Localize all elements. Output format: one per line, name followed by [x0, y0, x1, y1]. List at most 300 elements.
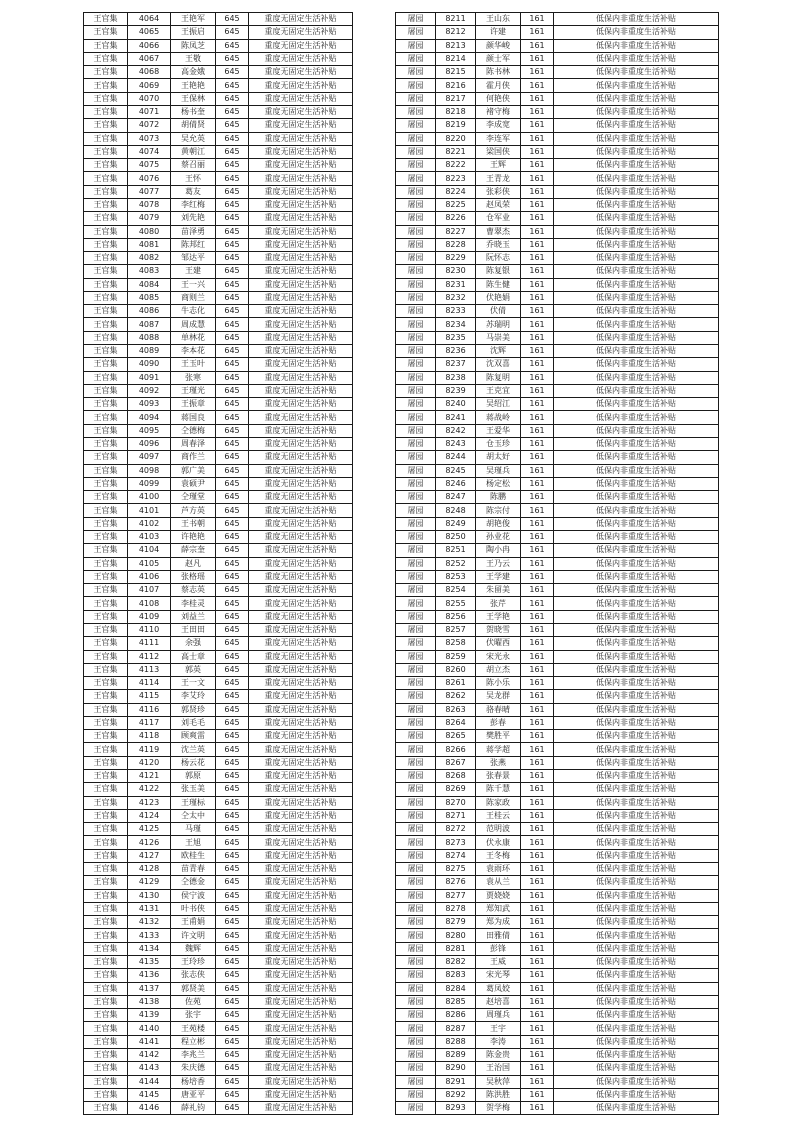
place-cell: 屠园 — [396, 185, 436, 198]
amount-cell: 645 — [216, 889, 249, 902]
place-cell: 王官集 — [84, 198, 128, 211]
subsidy-cell: 重度无固定生活补贴 — [249, 743, 353, 756]
amount-cell: 645 — [216, 716, 249, 729]
amount-cell: 645 — [216, 623, 249, 636]
table-row — [84, 39, 353, 52]
name-cell: 单林花 — [171, 331, 216, 344]
place-cell: 王官集 — [84, 623, 128, 636]
subsidy-cell: 重度无固定生活补贴 — [249, 756, 353, 769]
id-cell: 4109 — [128, 610, 171, 623]
subsidy-cell: 重度无固定生活补贴 — [249, 238, 353, 251]
amount-cell: 161 — [521, 331, 554, 344]
id-cell: 8281 — [436, 942, 476, 955]
place-cell: 王官集 — [84, 26, 128, 39]
id-cell: 4097 — [128, 451, 171, 464]
name-cell: 吴绍江 — [476, 398, 521, 411]
subsidy-cell: 低保内非重度生活补贴 — [554, 424, 719, 437]
table-row — [84, 1062, 353, 1075]
table-row — [84, 690, 353, 703]
id-cell: 4137 — [128, 982, 171, 995]
name-cell: 胡立杰 — [476, 663, 521, 676]
subsidy-cell: 重度无固定生活补贴 — [249, 252, 353, 265]
place-cell: 屠园 — [396, 225, 436, 238]
subsidy-cell: 重度无固定生活补贴 — [249, 105, 353, 118]
amount-cell: 645 — [216, 876, 249, 889]
amount-cell: 161 — [521, 916, 554, 929]
name-cell: 王克宜 — [476, 384, 521, 397]
subsidy-cell: 低保内非重度生活补贴 — [554, 39, 719, 52]
place-cell: 屠园 — [396, 730, 436, 743]
id-cell: 4103 — [128, 530, 171, 543]
place-cell: 王官集 — [84, 318, 128, 331]
subsidy-cell: 低保内非重度生活补贴 — [554, 477, 719, 490]
name-cell: 李兆兰 — [171, 1048, 216, 1061]
name-cell: 王振启 — [171, 26, 216, 39]
subsidy-cell: 重度无固定生活补贴 — [249, 570, 353, 583]
id-cell: 8266 — [436, 743, 476, 756]
table-row — [84, 1075, 353, 1088]
subsidy-cell: 低保内非重度生活补贴 — [554, 451, 719, 464]
id-cell: 8280 — [436, 929, 476, 942]
id-cell: 8230 — [436, 265, 476, 278]
name-cell: 张燕 — [476, 756, 521, 769]
table-row — [396, 172, 719, 185]
subsidy-cell: 重度无固定生活补贴 — [249, 876, 353, 889]
table-row — [396, 1075, 719, 1088]
subsidy-cell: 重度无固定生活补贴 — [249, 305, 353, 318]
id-cell: 4080 — [128, 225, 171, 238]
id-cell: 8264 — [436, 716, 476, 729]
place-cell: 屠园 — [396, 623, 436, 636]
id-cell: 8239 — [436, 384, 476, 397]
place-cell: 王官集 — [84, 39, 128, 52]
id-cell: 4064 — [128, 13, 171, 26]
id-cell: 8216 — [436, 79, 476, 92]
name-cell: 杨书奎 — [171, 105, 216, 118]
id-cell: 4142 — [128, 1048, 171, 1061]
table-row — [396, 597, 719, 610]
name-cell: 高士章 — [171, 650, 216, 663]
subsidy-cell: 低保内非重度生活补贴 — [554, 26, 719, 39]
id-cell: 8286 — [436, 1009, 476, 1022]
table-row — [84, 836, 353, 849]
amount-cell: 645 — [216, 438, 249, 451]
place-cell: 屠园 — [396, 504, 436, 517]
place-cell: 屠园 — [396, 105, 436, 118]
id-cell: 4106 — [128, 570, 171, 583]
table-row — [84, 52, 353, 65]
name-cell: 仝德梅 — [171, 424, 216, 437]
id-cell: 8223 — [436, 172, 476, 185]
id-cell: 8222 — [436, 159, 476, 172]
id-cell: 4140 — [128, 1022, 171, 1035]
table-row — [84, 318, 353, 331]
amount-cell: 161 — [521, 929, 554, 942]
name-cell: 商则兰 — [171, 291, 216, 304]
amount-cell: 645 — [216, 703, 249, 716]
place-cell: 王官集 — [84, 52, 128, 65]
place-cell: 屠园 — [396, 796, 436, 809]
subsidy-cell: 重度无固定生活补贴 — [249, 955, 353, 968]
id-cell: 4088 — [128, 331, 171, 344]
name-cell: 欧桂生 — [171, 849, 216, 862]
table-row — [84, 159, 353, 172]
name-cell: 郭英 — [171, 663, 216, 676]
table-row — [84, 597, 353, 610]
amount-cell: 645 — [216, 291, 249, 304]
table-row — [396, 265, 719, 278]
amount-cell: 645 — [216, 13, 249, 26]
table-row — [396, 690, 719, 703]
subsidy-cell: 重度无固定生活补贴 — [249, 464, 353, 477]
subsidy-cell: 重度无固定生活补贴 — [249, 318, 353, 331]
table-row — [84, 438, 353, 451]
subsidy-cell: 低保内非重度生活补贴 — [554, 52, 719, 65]
table-row — [396, 424, 719, 437]
amount-cell: 645 — [216, 942, 249, 955]
table-row — [84, 371, 353, 384]
place-cell: 王官集 — [84, 982, 128, 995]
place-cell: 屠园 — [396, 92, 436, 105]
place-cell: 王官集 — [84, 278, 128, 291]
amount-cell: 645 — [216, 783, 249, 796]
subsidy-cell: 重度无固定生活补贴 — [249, 770, 353, 783]
place-cell: 王官集 — [84, 225, 128, 238]
amount-cell: 645 — [216, 278, 249, 291]
subsidy-cell: 重度无固定生活补贴 — [249, 451, 353, 464]
id-cell: 8289 — [436, 1048, 476, 1061]
subsidy-cell: 重度无固定生活补贴 — [249, 491, 353, 504]
amount-cell: 161 — [521, 39, 554, 52]
name-cell: 宋光琴 — [476, 969, 521, 982]
place-cell: 屠园 — [396, 783, 436, 796]
amount-cell: 645 — [216, 796, 249, 809]
amount-cell: 161 — [521, 411, 554, 424]
subsidy-cell: 重度无固定生活补贴 — [249, 849, 353, 862]
name-cell: 田雅倩 — [476, 929, 521, 942]
subsidy-cell: 低保内非重度生活补贴 — [554, 1088, 719, 1101]
name-cell: 仝瑾堂 — [171, 491, 216, 504]
id-cell: 4094 — [128, 411, 171, 424]
name-cell: 邹达平 — [171, 252, 216, 265]
amount-cell: 161 — [521, 305, 554, 318]
amount-cell: 645 — [216, 955, 249, 968]
amount-cell: 645 — [216, 105, 249, 118]
name-cell: 吴允英 — [171, 132, 216, 145]
amount-cell: 645 — [216, 345, 249, 358]
place-cell: 屠园 — [396, 995, 436, 1008]
name-cell: 李红梅 — [171, 198, 216, 211]
name-cell: 张宇 — [171, 1009, 216, 1022]
place-cell: 屠园 — [396, 1022, 436, 1035]
id-cell: 4070 — [128, 92, 171, 105]
amount-cell: 645 — [216, 451, 249, 464]
amount-cell: 161 — [521, 836, 554, 849]
id-cell: 4098 — [128, 464, 171, 477]
id-cell: 8291 — [436, 1075, 476, 1088]
amount-cell: 161 — [521, 52, 554, 65]
id-cell: 4086 — [128, 305, 171, 318]
table-row — [84, 623, 353, 636]
place-cell: 王官集 — [84, 743, 128, 756]
table-row — [84, 517, 353, 530]
name-cell: 周春泽 — [171, 438, 216, 451]
amount-cell: 161 — [521, 504, 554, 517]
id-cell: 8276 — [436, 876, 476, 889]
table-row — [84, 929, 353, 942]
subsidy-cell: 低保内非重度生活补贴 — [554, 743, 719, 756]
name-cell: 程立彬 — [171, 1035, 216, 1048]
subsidy-cell: 重度无固定生活补贴 — [249, 969, 353, 982]
amount-cell: 161 — [521, 995, 554, 1008]
subsidy-cell: 重度无固定生活补贴 — [249, 610, 353, 623]
table-row — [84, 1022, 353, 1035]
table-row — [396, 929, 719, 942]
name-cell: 王山东 — [476, 13, 521, 26]
name-cell: 王怀 — [171, 172, 216, 185]
subsidy-cell: 重度无固定生活补贴 — [249, 212, 353, 225]
table-row — [84, 876, 353, 889]
place-cell: 屠园 — [396, 1102, 436, 1115]
name-cell: 王旭 — [171, 836, 216, 849]
id-cell: 4077 — [128, 185, 171, 198]
id-cell: 8263 — [436, 703, 476, 716]
amount-cell: 645 — [216, 1088, 249, 1101]
amount-cell: 645 — [216, 597, 249, 610]
amount-cell: 645 — [216, 995, 249, 1008]
table-row — [84, 504, 353, 517]
id-cell: 4089 — [128, 345, 171, 358]
id-cell: 8261 — [436, 677, 476, 690]
id-cell: 8274 — [436, 849, 476, 862]
place-cell: 屠园 — [396, 358, 436, 371]
subsidy-cell: 低保内非重度生活补贴 — [554, 1075, 719, 1088]
id-cell: 4139 — [128, 1009, 171, 1022]
name-cell: 朱留美 — [476, 584, 521, 597]
name-cell: 王乃云 — [476, 557, 521, 570]
amount-cell: 645 — [216, 79, 249, 92]
name-cell: 仝德金 — [171, 876, 216, 889]
name-cell: 李本花 — [171, 345, 216, 358]
place-cell: 屠园 — [396, 477, 436, 490]
table-row — [84, 119, 353, 132]
amount-cell: 161 — [521, 982, 554, 995]
name-cell: 李成宽 — [476, 119, 521, 132]
name-cell: 赵凤荣 — [476, 198, 521, 211]
id-cell: 8247 — [436, 491, 476, 504]
table-row — [396, 371, 719, 384]
place-cell: 王官集 — [84, 464, 128, 477]
subsidy-cell: 低保内非重度生活补贴 — [554, 995, 719, 1008]
subsidy-cell: 重度无固定生活补贴 — [249, 159, 353, 172]
amount-cell: 645 — [216, 119, 249, 132]
amount-cell: 645 — [216, 172, 249, 185]
id-cell: 4136 — [128, 969, 171, 982]
place-cell: 王官集 — [84, 716, 128, 729]
id-cell: 8244 — [436, 451, 476, 464]
place-cell: 王官集 — [84, 185, 128, 198]
place-cell: 屠园 — [396, 331, 436, 344]
subsidy-cell: 低保内非重度生活补贴 — [554, 291, 719, 304]
name-cell: 仓玉珍 — [476, 438, 521, 451]
table-row — [396, 198, 719, 211]
id-cell: 4145 — [128, 1088, 171, 1101]
amount-cell: 645 — [216, 849, 249, 862]
id-cell: 4134 — [128, 942, 171, 955]
name-cell: 王瑾光 — [171, 384, 216, 397]
place-cell: 王官集 — [84, 849, 128, 862]
place-cell: 屠园 — [396, 716, 436, 729]
amount-cell: 645 — [216, 743, 249, 756]
name-cell: 王瑾标 — [171, 796, 216, 809]
name-cell: 李桂灵 — [171, 597, 216, 610]
amount-cell: 645 — [216, 530, 249, 543]
id-cell: 8283 — [436, 969, 476, 982]
table-row — [84, 66, 353, 79]
id-cell: 8267 — [436, 756, 476, 769]
subsidy-cell: 重度无固定生活补贴 — [249, 66, 353, 79]
amount-cell: 645 — [216, 424, 249, 437]
table-row — [396, 185, 719, 198]
id-cell: 4076 — [128, 172, 171, 185]
table-row — [84, 849, 353, 862]
amount-cell: 645 — [216, 92, 249, 105]
table-row — [396, 291, 719, 304]
table-row — [396, 544, 719, 557]
name-cell: 陈洪胜 — [476, 1088, 521, 1101]
place-cell: 王官集 — [84, 398, 128, 411]
amount-cell: 645 — [216, 52, 249, 65]
id-cell: 4124 — [128, 809, 171, 822]
subsidy-cell: 重度无固定生活补贴 — [249, 411, 353, 424]
amount-cell: 645 — [216, 557, 249, 570]
amount-cell: 161 — [521, 809, 554, 822]
table-row — [84, 756, 353, 769]
id-cell: 4141 — [128, 1035, 171, 1048]
name-cell: 陈书林 — [476, 66, 521, 79]
subsidy-table-right — [395, 12, 719, 1115]
id-cell: 4104 — [128, 544, 171, 557]
id-cell: 4092 — [128, 384, 171, 397]
subsidy-cell: 低保内非重度生活补贴 — [554, 876, 719, 889]
name-cell: 周瑾兵 — [476, 1009, 521, 1022]
subsidy-cell: 低保内非重度生活补贴 — [554, 119, 719, 132]
id-cell: 8268 — [436, 770, 476, 783]
place-cell: 王官集 — [84, 929, 128, 942]
subsidy-cell: 低保内非重度生活补贴 — [554, 836, 719, 849]
table-row — [84, 252, 353, 265]
amount-cell: 645 — [216, 1102, 249, 1115]
name-cell: 吴秋萍 — [476, 1075, 521, 1088]
subsidy-cell: 重度无固定生活补贴 — [249, 1075, 353, 1088]
name-cell: 彭春 — [476, 716, 521, 729]
amount-cell: 161 — [521, 132, 554, 145]
amount-cell: 645 — [216, 517, 249, 530]
amount-cell: 161 — [521, 623, 554, 636]
amount-cell: 161 — [521, 969, 554, 982]
name-cell: 郭贤珍 — [171, 703, 216, 716]
amount-cell: 645 — [216, 969, 249, 982]
amount-cell: 161 — [521, 876, 554, 889]
table-row — [396, 1009, 719, 1022]
id-cell: 4126 — [128, 836, 171, 849]
id-cell: 4113 — [128, 663, 171, 676]
name-cell: 王玲珍 — [171, 955, 216, 968]
subsidy-cell: 重度无固定生活补贴 — [249, 809, 353, 822]
subsidy-cell: 重度无固定生活补贴 — [249, 783, 353, 796]
table-row — [84, 544, 353, 557]
amount-cell: 161 — [521, 198, 554, 211]
subsidy-cell: 低保内非重度生活补贴 — [554, 570, 719, 583]
name-cell: 王威 — [476, 955, 521, 968]
amount-cell: 161 — [521, 1009, 554, 1022]
subsidy-cell: 低保内非重度生活补贴 — [554, 1009, 719, 1022]
name-cell: 褚守梅 — [476, 105, 521, 118]
place-cell: 屠园 — [396, 464, 436, 477]
table-row — [396, 783, 719, 796]
place-cell: 王官集 — [84, 1062, 128, 1075]
table-row — [84, 185, 353, 198]
name-cell: 颜士军 — [476, 52, 521, 65]
table-row — [396, 491, 719, 504]
name-cell: 牛志化 — [171, 305, 216, 318]
amount-cell: 161 — [521, 889, 554, 902]
name-cell: 赵培喜 — [476, 995, 521, 1008]
subsidy-cell: 低保内非重度生活补贴 — [554, 610, 719, 623]
subsidy-cell: 低保内非重度生活补贴 — [554, 716, 719, 729]
place-cell: 屠园 — [396, 265, 436, 278]
table-row — [396, 823, 719, 836]
subsidy-cell: 低保内非重度生活补贴 — [554, 464, 719, 477]
subsidy-cell: 低保内非重度生活补贴 — [554, 517, 719, 530]
subsidy-cell: 重度无固定生活补贴 — [249, 597, 353, 610]
table-row — [84, 265, 353, 278]
place-cell: 王官集 — [84, 889, 128, 902]
id-cell: 8227 — [436, 225, 476, 238]
table-row — [396, 902, 719, 915]
name-cell: 王冬梅 — [476, 849, 521, 862]
place-cell: 屠园 — [396, 291, 436, 304]
name-cell: 张格瑶 — [171, 570, 216, 583]
name-cell: 陈复银 — [476, 265, 521, 278]
amount-cell: 161 — [521, 384, 554, 397]
id-cell: 4071 — [128, 105, 171, 118]
id-cell: 4090 — [128, 358, 171, 371]
subsidy-cell: 低保内非重度生活补贴 — [554, 584, 719, 597]
place-cell: 王官集 — [84, 424, 128, 437]
subsidy-cell: 低保内非重度生活补贴 — [554, 730, 719, 743]
id-cell: 4123 — [128, 796, 171, 809]
table-row — [84, 345, 353, 358]
name-cell: 王保林 — [171, 92, 216, 105]
name-cell: 叶书侠 — [171, 902, 216, 915]
place-cell: 王官集 — [84, 384, 128, 397]
subsidy-cell: 重度无固定生活补贴 — [249, 39, 353, 52]
place-cell: 王官集 — [84, 902, 128, 915]
amount-cell: 161 — [521, 265, 554, 278]
table-row — [396, 145, 719, 158]
id-cell: 8256 — [436, 610, 476, 623]
name-cell: 吴龙群 — [476, 690, 521, 703]
name-cell: 马瑾 — [171, 823, 216, 836]
subsidy-cell: 低保内非重度生活补贴 — [554, 770, 719, 783]
subsidy-cell: 低保内非重度生活补贴 — [554, 345, 719, 358]
subsidy-cell: 低保内非重度生活补贴 — [554, 809, 719, 822]
place-cell: 屠园 — [396, 212, 436, 225]
name-cell: 贾娆娆 — [476, 889, 521, 902]
subsidy-cell: 重度无固定生活补贴 — [249, 1088, 353, 1101]
table-row — [84, 225, 353, 238]
